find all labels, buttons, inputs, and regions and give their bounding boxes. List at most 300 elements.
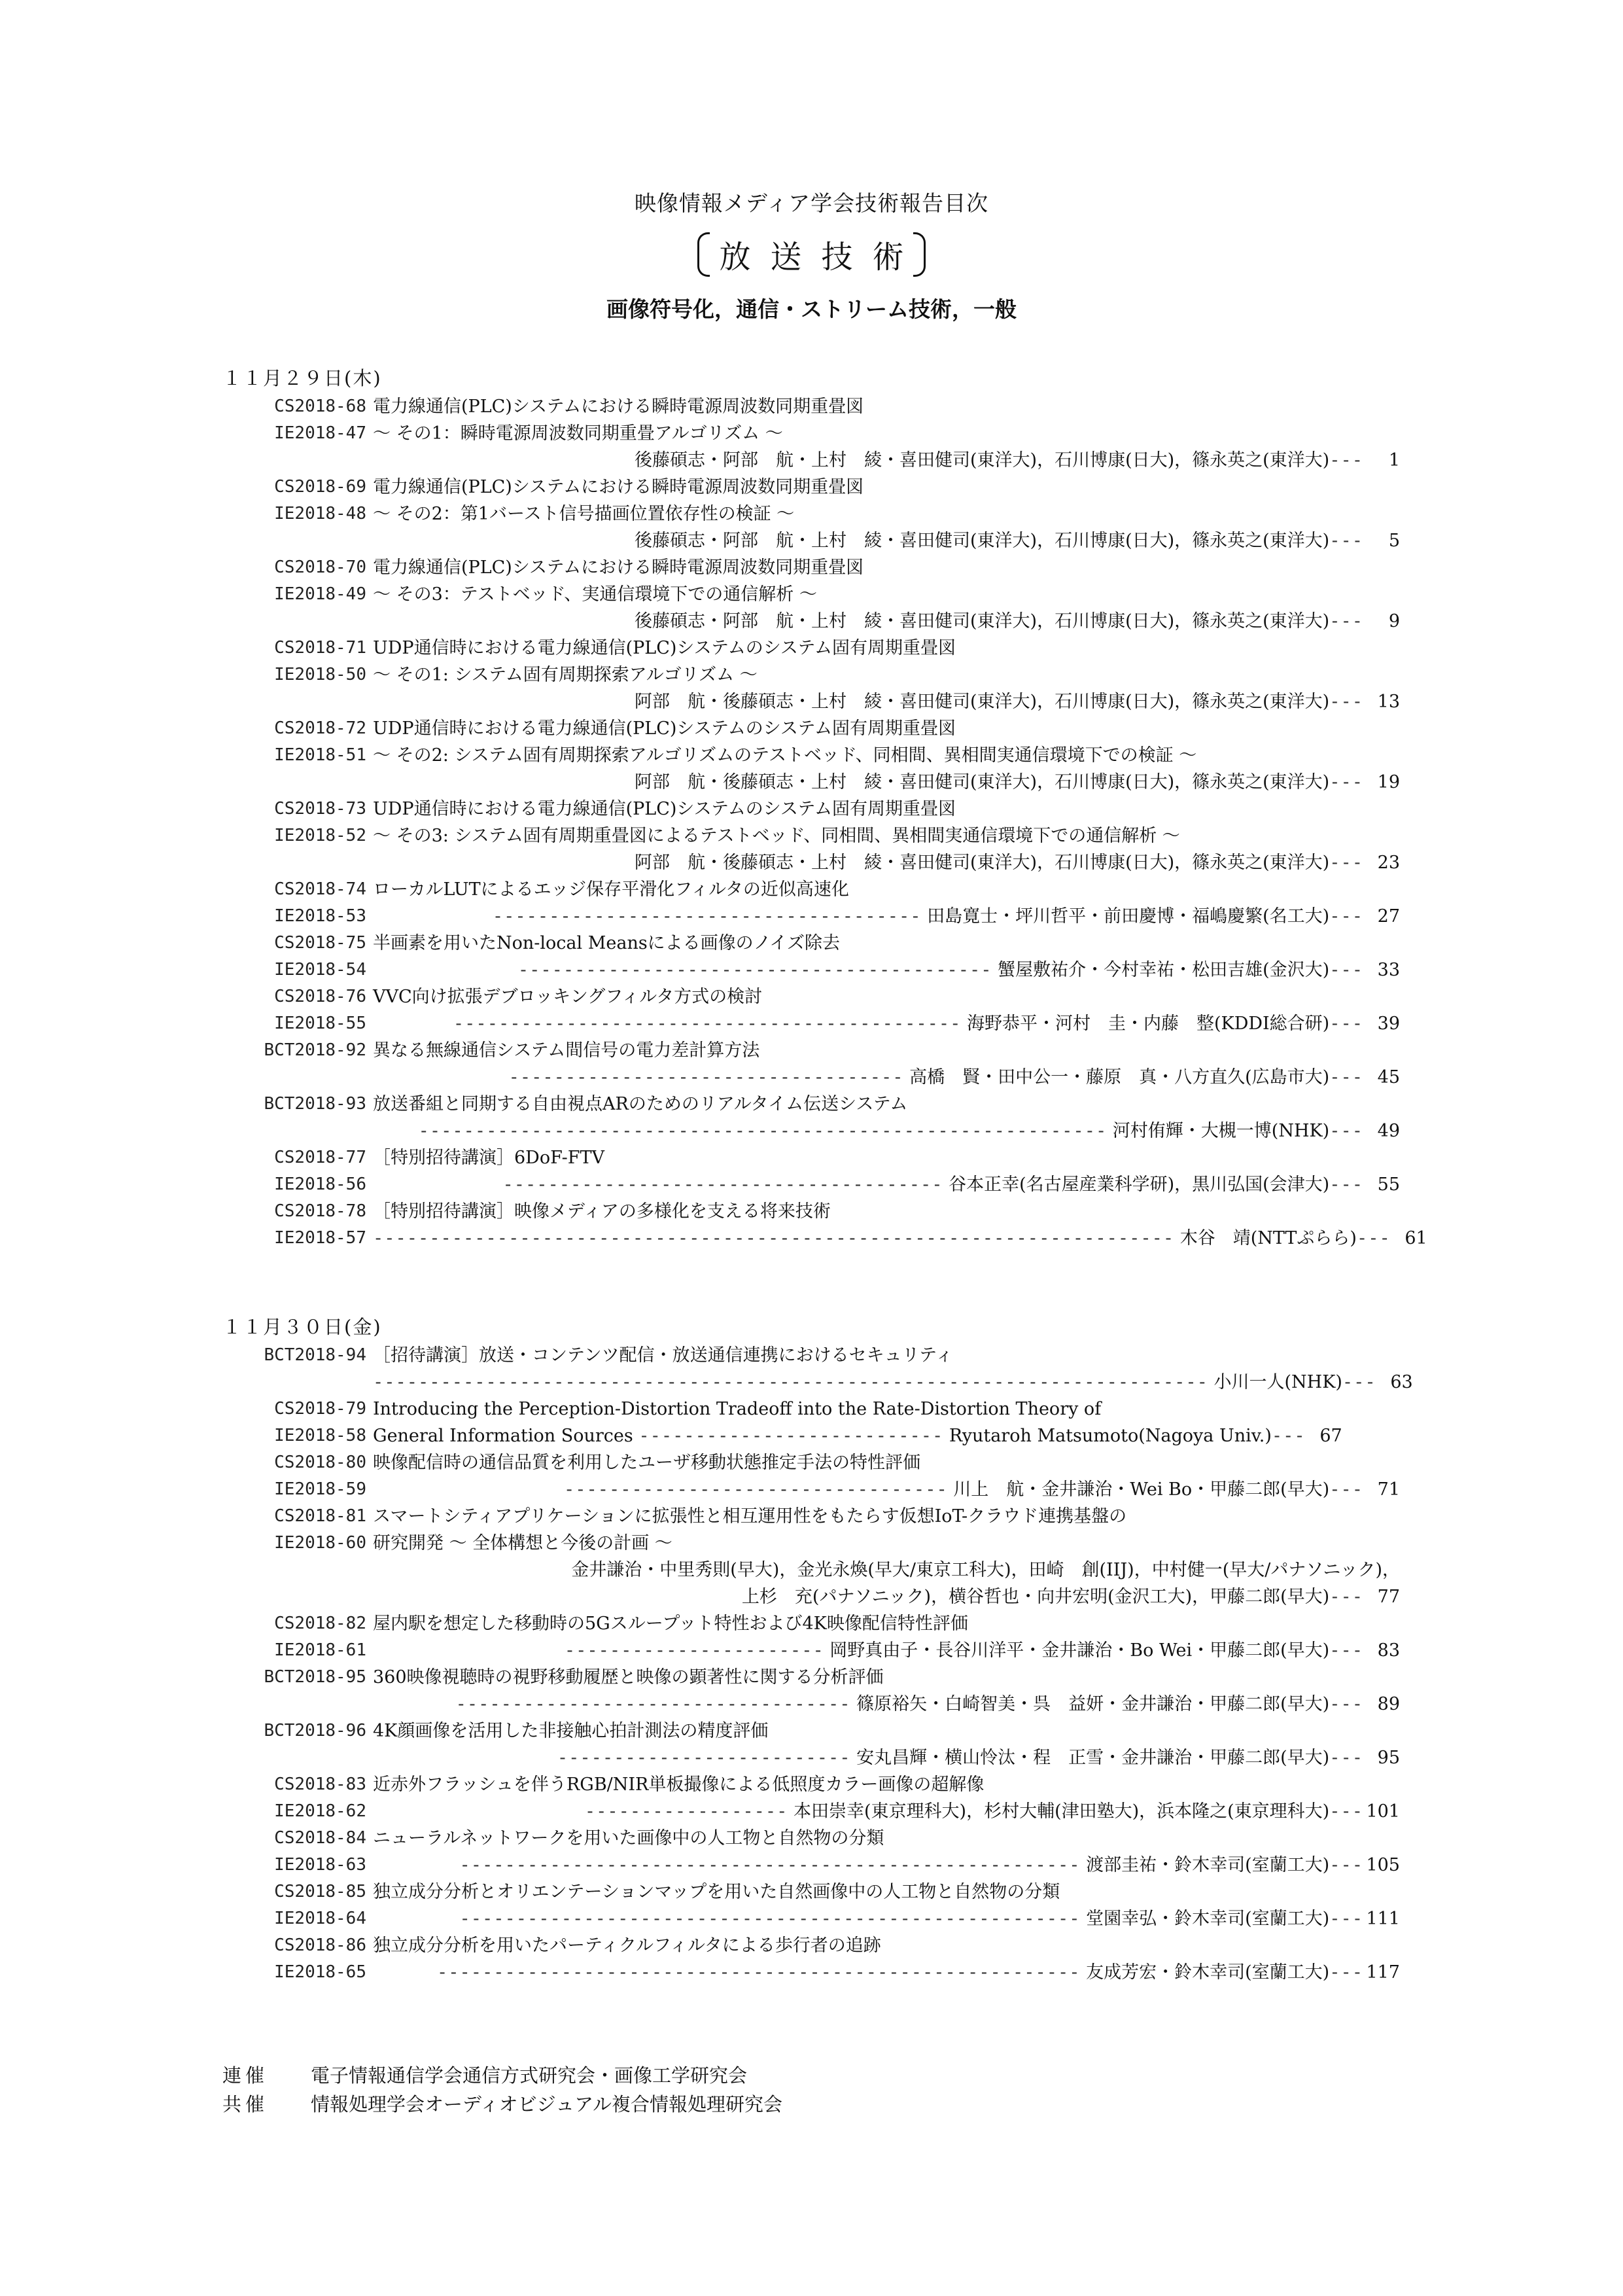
report-number: CS2018-72 <box>274 718 366 738</box>
report-number: IE2018-52 <box>274 826 366 845</box>
page-leader: --- <box>1329 772 1363 792</box>
paper-title: UDP通信時における電力線通信(PLC)システムのシステム固有周期重畳図 <box>373 799 956 819</box>
session-date: １１月３０日(金) <box>222 1316 382 1338</box>
authors: 渡部圭祐・鈴木幸司(室蘭工大) <box>1086 1855 1330 1875</box>
toc-line <box>222 1010 1400 1037</box>
paper-title: 電力線通信(PLC)システムにおける瞬時電源周波数同期重畳図 <box>373 477 864 497</box>
toc-line-content <box>373 876 1400 903</box>
toc-line-content <box>373 1064 1400 1091</box>
authors: 友成芳宏・鈴木幸司(室蘭工大) <box>1086 1962 1330 1983</box>
toc-line-content <box>373 1664 1400 1691</box>
toc-line <box>222 1476 1400 1503</box>
toc-line <box>222 527 1400 554</box>
report-number: CS2018-83 <box>274 1775 366 1794</box>
page-leader: --- <box>1329 1694 1363 1714</box>
paper-title: ニューラルネットワークを用いた画像中の人工物と自然物の分類 <box>373 1828 884 1848</box>
page-number: 33 <box>1377 960 1400 980</box>
session-date: １１月２９日(木) <box>222 367 382 389</box>
toc-line <box>222 876 1400 903</box>
report-number: CS2018-77 <box>274 1148 366 1167</box>
leader-dashes: ------------------------------------------------------- <box>459 1855 1081 1875</box>
paper-title: ～ その1：瞬時電源周波数同期重畳アルゴリズム ～ <box>373 423 783 444</box>
toc-line <box>222 420 1400 447</box>
leader-dashes: ---------------------------------- <box>564 1479 948 1500</box>
toc-line <box>222 1879 1400 1905</box>
toc-line <box>222 635 1400 662</box>
report-number: IE2018-47 <box>274 423 366 443</box>
paper-title: ～ その2：第1バースト信号描画位置依存性の検証 ～ <box>373 504 795 524</box>
leader-dashes: ----------------------------------- <box>455 1694 851 1714</box>
page-number: 117 <box>1366 1962 1400 1983</box>
toc-line <box>222 983 1400 1010</box>
toc-line-content <box>373 769 1400 796</box>
toc-line <box>222 608 1400 635</box>
toc-line <box>222 554 1400 581</box>
authors: 阿部 航・後藤碩志・上村 綾・喜田健司(東洋大)，石川博康(日大)，篠永英之(東洋大) <box>635 853 1330 873</box>
toc-line-content <box>373 1744 1400 1771</box>
report-number: IE2018-55 <box>274 1014 366 1033</box>
report-number: BCT2018-92 <box>264 1040 366 1060</box>
toc-entry <box>222 393 1400 474</box>
toc-line <box>222 1198 1400 1225</box>
toc-line <box>222 1557 1400 1583</box>
page-number: 77 <box>1377 1587 1400 1607</box>
toc-line-content <box>373 1476 1400 1503</box>
page-number: 19 <box>1377 772 1400 792</box>
report-number: IE2018-51 <box>274 745 366 765</box>
page-leader: --- <box>1329 1909 1363 1929</box>
toc-line <box>222 742 1400 769</box>
toc-line-content <box>373 1144 1400 1171</box>
page-leader: --- <box>1329 853 1363 873</box>
report-number: IE2018-65 <box>274 1962 366 1982</box>
authors: 木谷 靖(NTTぷらら) <box>1179 1228 1357 1248</box>
toc-line-content <box>373 474 1400 501</box>
authors: 後藤碩志・阿部 航・上村 綾・喜田健司(東洋大)，石川博康(日大)，篠永英之(東洋大) <box>635 611 1330 631</box>
topics-line: 画像符号化，通信・ストリーム技術，一般 <box>606 296 1017 322</box>
toc-line-content <box>373 1037 1400 1064</box>
toc-line <box>222 1771 1400 1798</box>
authors: 篠原裕矢・白崎智美・呉 益妍・金井謙治・甲藤二郎(早大) <box>856 1694 1330 1714</box>
page-leader: --- <box>1329 1587 1363 1607</box>
toc-line <box>222 1091 1400 1118</box>
report-number: IE2018-62 <box>274 1801 366 1821</box>
report-number: CS2018-76 <box>274 987 366 1006</box>
leader-dashes: -------------------------- <box>557 1748 851 1768</box>
report-number: IE2018-53 <box>274 906 366 926</box>
paper-title: ～ その3：テストベッド、実通信環境下での通信解析 ～ <box>373 584 817 605</box>
toc-line <box>222 930 1400 957</box>
right-bracket <box>913 232 926 277</box>
toc-line <box>222 1225 1427 1252</box>
toc-line <box>222 822 1400 849</box>
paper-title: UDP通信時における電力線通信(PLC)システムのシステム固有周期重畳図 <box>373 638 956 658</box>
authors: 田島寛士・坪川哲平・前田慶博・福嶋慶繁(名工大) <box>927 906 1330 927</box>
toc-line <box>222 501 1400 527</box>
toc-line <box>222 688 1400 715</box>
toc-line-content <box>373 715 1400 742</box>
leader-dashes: --------------------------------------- <box>502 1174 943 1195</box>
page-leader: --- <box>1329 1801 1363 1822</box>
toc-line <box>222 1144 1400 1171</box>
toc-line-content <box>373 1932 1400 1959</box>
toc-line <box>222 1852 1400 1879</box>
report-number: CS2018-82 <box>274 1614 366 1633</box>
page-leader: --- <box>1329 1855 1363 1875</box>
toc-line-content <box>373 393 1400 420</box>
toc-entry <box>222 1449 1400 1503</box>
toc-line <box>222 1744 1400 1771</box>
toc-line-content <box>373 1091 1400 1118</box>
authors: 河村侑輝・大槻一博(NHK) <box>1112 1121 1330 1141</box>
paper-title: 研究開発 ～ 全体構想と今後の計画 ～ <box>373 1533 672 1553</box>
toc-entry <box>222 1342 1413 1396</box>
report-number: CS2018-81 <box>274 1506 366 1526</box>
sponsor-role: 連催 <box>222 2064 269 2087</box>
toc-entry <box>222 983 1400 1037</box>
toc-line <box>222 1064 1400 1091</box>
toc-line-content <box>373 1583 1400 1610</box>
page-number: 55 <box>1377 1174 1400 1195</box>
toc-line <box>222 1118 1400 1144</box>
paper-title: 独立成分分析を用いたパーティクルフィルタによる歩行者の追跡 <box>373 1935 881 1956</box>
sponsor-name: 情報処理学会オーディオビジュアル複合情報処理研究会 <box>311 2093 782 2115</box>
toc-line <box>222 715 1400 742</box>
toc-line <box>222 1530 1400 1557</box>
toc-entry <box>222 1771 1400 1825</box>
paper-title: 4K顔画像を活用した非接触心拍計測法の精度評価 <box>373 1721 769 1741</box>
toc-line <box>222 1959 1400 1986</box>
page-number: 61 <box>1405 1228 1427 1248</box>
toc-line-content <box>373 1905 1400 1932</box>
authors: 堂園幸弘・鈴木幸司(室蘭工大) <box>1086 1909 1330 1929</box>
report-number: IE2018-49 <box>274 584 366 604</box>
toc-line-content <box>373 662 1400 688</box>
sponsor-line <box>222 2061 1400 2090</box>
toc-line-content <box>373 822 1400 849</box>
report-number: CS2018-86 <box>274 1935 366 1955</box>
report-number: IE2018-64 <box>274 1909 366 1928</box>
toc-line-content <box>373 554 1400 581</box>
toc-entry <box>222 1718 1400 1771</box>
paper-title: ～ その2: システム固有周期探索アルゴリズムのテストベッド、同相間、異相間実通信環境下での検証 ～ <box>373 745 1197 766</box>
toc-line <box>222 1422 1400 1449</box>
leader-dashes: ------------------------------------------------------------- <box>418 1121 1108 1141</box>
authors: 川上 航・金井謙治・Wei Bo・甲藤二郎(早大) <box>953 1479 1330 1500</box>
day-section-nov30 <box>222 1312 1413 1986</box>
toc-line-content <box>373 796 1400 822</box>
page-number: 9 <box>1388 611 1400 631</box>
report-number: CS2018-84 <box>274 1828 366 1848</box>
toc-line <box>222 1369 1413 1396</box>
authors: 本田崇幸(東京理科大)，杉村大輔(津田塾大)，浜本隆之(東京理科大) <box>794 1801 1330 1822</box>
page-leader: --- <box>1356 1228 1391 1248</box>
toc-line-content <box>373 1198 1400 1225</box>
toc-line-content <box>373 1557 1400 1583</box>
paper-title: ～ その3: システム固有周期重畳図によるテストベッド、同相間、異相間実通信環境下での通信解析 ～ <box>373 826 1180 846</box>
leader-dashes: ------------------------------------------ <box>517 960 992 980</box>
sponsor-name: 電子情報通信学会通信方式研究会・画像工学研究会 <box>311 2064 748 2087</box>
page-number: 105 <box>1366 1855 1400 1875</box>
paper-title: Introducing the Perception-Distortion Tradeoff into the Rate-Distortion Theory of <box>373 1399 1102 1419</box>
report-subtitle: 映像情報メディア学会技術報告目次 <box>634 190 989 216</box>
toc-line <box>222 447 1400 474</box>
toc-line-content <box>373 1771 1400 1798</box>
page-number: 83 <box>1377 1640 1400 1661</box>
toc-entry <box>222 1396 1400 1449</box>
toc-line <box>222 581 1400 608</box>
toc-line-content <box>373 1369 1413 1396</box>
toc-line <box>222 769 1400 796</box>
toc-line-content <box>373 742 1400 769</box>
toc-line <box>222 903 1400 930</box>
toc-line-content <box>373 849 1400 876</box>
report-number: CS2018-79 <box>274 1399 366 1419</box>
toc-entry <box>222 1503 1400 1610</box>
toc-line-content <box>373 420 1400 447</box>
series-heading <box>697 232 925 277</box>
toc-entry <box>222 1932 1400 1986</box>
toc-line-content <box>373 1825 1400 1852</box>
paper-title: 異なる無線通信システム間信号の電力差計算方法 <box>373 1040 760 1061</box>
page-leader: --- <box>1329 1748 1363 1768</box>
toc-line-content <box>373 1691 1400 1718</box>
sponsor-role: 共催 <box>222 2093 269 2115</box>
paper-title: 独立成分分析とオリエンテーションマップを用いた自然画像中の人工物と自然物の分類 <box>373 1882 1060 1902</box>
toc-line <box>222 1798 1400 1825</box>
page-number: 89 <box>1377 1694 1400 1714</box>
paper-title: 近赤外フラッシュを伴うRGB/NIR単板撮像による低照度カラー画像の超解像 <box>373 1775 985 1795</box>
toc-line-content <box>373 1530 1400 1557</box>
page-number: 95 <box>1377 1748 1400 1768</box>
page-leader: --- <box>1329 1067 1363 1087</box>
toc-line <box>222 1825 1400 1852</box>
toc-line <box>222 1610 1400 1637</box>
toc-line-content <box>373 688 1400 715</box>
page-number: 23 <box>1377 853 1400 873</box>
toc-entry <box>222 930 1400 983</box>
leader-dashes: ------------------------------------------------------- <box>459 1909 1081 1929</box>
paper-title: 映像配信時の通信品質を利用したユーザ移動状態推定手法の特性評価 <box>373 1453 920 1473</box>
toc-line-content <box>373 501 1400 527</box>
authors: 小川一人(NHK) <box>1213 1372 1342 1392</box>
authors: 上杉 充(パナソニック)，横谷哲也・向井宏明(金沢工大)，甲藤二郎(早大) <box>741 1587 1330 1607</box>
toc-line <box>222 1932 1400 1959</box>
authors: Ryutaroh Matsumoto(Nagoya Univ.) <box>949 1426 1272 1446</box>
paper-title: General Information Sources <box>373 1426 633 1446</box>
report-number: CS2018-80 <box>274 1453 366 1472</box>
authors: 蟹屋敷祐介・今村幸祐・松田吉雄(金沢大) <box>998 960 1330 980</box>
leader-dashes: ----------------------------------- <box>508 1067 904 1087</box>
authors: 岡野真由子・長谷川洋平・金井謙治・Bo Wei・甲藤二郎(早大) <box>829 1640 1330 1661</box>
toc-entry <box>222 1091 1400 1144</box>
authors: 阿部 航・後藤碩志・上村 綾・喜田健司(東洋大)，石川博康(日大)，篠永英之(東洋大) <box>635 772 1330 792</box>
toc-line-content <box>373 581 1400 608</box>
report-number: IE2018-58 <box>274 1426 366 1445</box>
paper-title: スマートシティアプリケーションに拡張性と相互運用性をもたらす仮想IoT-クラウド連携基盤の <box>373 1506 1127 1527</box>
page-number: 49 <box>1377 1121 1400 1141</box>
page-leader: --- <box>1329 1121 1363 1141</box>
toc-line-content <box>373 1342 1400 1369</box>
toc-line-content <box>373 1118 1400 1144</box>
toc-entry <box>222 1037 1400 1091</box>
paper-title: VVC向け拡張デブロッキングフィルタ方式の検討 <box>373 987 763 1007</box>
report-number: IE2018-59 <box>274 1479 366 1499</box>
report-number: BCT2018-96 <box>264 1721 366 1740</box>
authors: 金井謙治・中里秀則(早大)，金光永煥(早大/東京工科大)，田崎 創(IIJ)，中村健一(早大/パナソニック)， <box>571 1560 1400 1580</box>
toc-line <box>222 1691 1400 1718</box>
toc-line-content <box>373 1637 1400 1664</box>
toc-line-content <box>373 1010 1400 1037</box>
toc-line-content <box>373 1503 1400 1530</box>
page-number: 63 <box>1390 1372 1413 1392</box>
paper-title: 360映像視聴時の視野移動履歴と映像の顕著性に関する分析評価 <box>373 1667 884 1687</box>
report-number: IE2018-57 <box>274 1228 366 1248</box>
leader-dashes: -------------------------------------------------------------------------- <box>373 1372 1208 1392</box>
authors: 谷本正幸(名古屋産業科学研)，黒川弘国(会津大) <box>949 1174 1330 1195</box>
toc-line <box>222 1905 1400 1932</box>
page-leader: --- <box>1329 1640 1363 1661</box>
report-number: BCT2018-94 <box>264 1345 366 1365</box>
toc-line <box>222 1449 1400 1476</box>
page-number: 111 <box>1366 1909 1400 1929</box>
page-number: 71 <box>1377 1479 1400 1500</box>
toc-entry <box>222 1144 1400 1198</box>
toc-line-content <box>373 608 1400 635</box>
report-number: CS2018-75 <box>274 933 366 953</box>
toc-entry <box>222 1664 1400 1718</box>
leader-dashes: ------------------ <box>584 1801 788 1822</box>
series-title: 放送技術 <box>719 239 924 275</box>
toc-entry <box>222 474 1400 554</box>
authors: 安丸昌輝・横山怜汰・程 正雪・金井謙治・甲藤二郎(早大) <box>856 1748 1330 1768</box>
page-leader: --- <box>1329 692 1363 712</box>
toc-line <box>222 662 1400 688</box>
sponsors-block <box>222 2061 1400 2119</box>
page-leader: --- <box>1271 1426 1306 1446</box>
left-bracket <box>697 232 710 277</box>
toc-entry <box>222 635 1400 715</box>
toc-line-content <box>373 957 1400 983</box>
toc-line-content <box>373 1171 1400 1198</box>
toc-line-content <box>373 1449 1400 1476</box>
toc-line-content <box>373 1798 1400 1825</box>
toc-line-content <box>373 1959 1400 1986</box>
page-leader: --- <box>1329 1479 1363 1500</box>
toc-line <box>222 1637 1400 1664</box>
report-number: CS2018-73 <box>274 799 366 819</box>
report-number: CS2018-78 <box>274 1201 366 1221</box>
page-number: 5 <box>1388 531 1400 551</box>
page-number: 27 <box>1377 906 1400 927</box>
toc-line-content <box>373 1879 1400 1905</box>
page-number: 67 <box>1319 1426 1342 1446</box>
report-number: CS2018-74 <box>274 879 366 899</box>
paper-title: 屋内駅を想定した移動時の5Gスループット特性および4K映像配信特性評価 <box>373 1614 968 1634</box>
toc-line <box>222 1583 1400 1610</box>
paper-title: ［特別招待講演］6DoF-FTV <box>373 1148 604 1168</box>
toc-line-content <box>373 1225 1427 1252</box>
report-number: IE2018-54 <box>274 960 366 980</box>
paper-title: 電力線通信(PLC)システムにおける瞬時電源周波数同期重畳図 <box>373 557 864 578</box>
page-number: 39 <box>1377 1014 1400 1034</box>
paper-title: 電力線通信(PLC)システムにおける瞬時電源周波数同期重畳図 <box>373 397 864 417</box>
page-number: 101 <box>1366 1801 1400 1822</box>
page-number: 45 <box>1377 1067 1400 1087</box>
report-number: CS2018-71 <box>274 638 366 658</box>
toc-line <box>222 474 1400 501</box>
paper-title: ～ その1: システム固有周期探索アルゴリズム ～ <box>373 665 758 685</box>
leader-dashes: --------------------------------------------------------- <box>436 1962 1081 1983</box>
authors: 海野恭平・河村 圭・内藤 整(KDDI総合研) <box>967 1014 1330 1034</box>
toc-line-content <box>373 635 1400 662</box>
authors: 後藤碩志・阿部 航・上村 綾・喜田健司(東洋大)，石川博康(日大)，篠永英之(東洋大) <box>635 450 1330 470</box>
report-number: BCT2018-93 <box>264 1094 366 1114</box>
report-number: CS2018-85 <box>274 1882 366 1901</box>
toc-entry <box>222 1879 1400 1932</box>
toc-line <box>222 1171 1400 1198</box>
toc-line-content <box>373 983 1400 1010</box>
paper-title: ［特別招待講演］映像メディアの多様化を支える将来技術 <box>373 1201 831 1222</box>
toc-line <box>222 957 1400 983</box>
paper-title: ローカルLUTによるエッジ保存平滑化フィルタの近似高速化 <box>373 879 849 900</box>
page-leader: --- <box>1329 1174 1363 1195</box>
toc-line <box>222 796 1400 822</box>
authors: 阿部 航・後藤碩志・上村 綾・喜田健司(東洋大)，石川博康(日大)，篠永英之(東洋大) <box>635 692 1330 712</box>
leader-dashes: ----------------------- <box>564 1640 824 1661</box>
paper-title: 放送番組と同期する自由視点ARのためのリアルタイム伝送システム <box>373 1094 908 1114</box>
toc-line <box>222 1342 1400 1369</box>
report-number: IE2018-48 <box>274 504 366 523</box>
toc-line-content <box>373 1852 1400 1879</box>
report-header <box>0 186 1623 323</box>
page-leader: --- <box>1329 1014 1363 1034</box>
paper-title: UDP通信時における電力線通信(PLC)システムのシステム固有周期重畳図 <box>373 718 956 739</box>
toc-entry <box>222 554 1400 635</box>
toc-line <box>222 849 1400 876</box>
authors: 後藤碩志・阿部 航・上村 綾・喜田健司(東洋大)，石川博康(日大)，篠永英之(東洋大) <box>635 531 1330 551</box>
authors: 高橋 賢・田中公一・藤原 真・八方直久(広島市大) <box>909 1067 1330 1087</box>
page-number: 13 <box>1377 692 1400 712</box>
toc-entry <box>222 1610 1400 1664</box>
report-number: IE2018-63 <box>274 1855 366 1875</box>
toc-line <box>222 1503 1400 1530</box>
toc-entry <box>222 1198 1427 1252</box>
day-section-nov29 <box>222 363 1427 1252</box>
toc-line <box>222 1718 1400 1744</box>
toc-line-content <box>373 1396 1400 1422</box>
toc-line <box>222 1037 1400 1064</box>
leader-dashes: -------------------------------------- <box>492 906 922 927</box>
toc-line <box>222 1664 1400 1691</box>
page-leader: --- <box>1329 906 1363 927</box>
leader-dashes: --------------------------------------------- <box>453 1014 962 1034</box>
report-number: CS2018-68 <box>274 397 366 416</box>
report-number: IE2018-50 <box>274 665 366 684</box>
toc-line-content <box>373 447 1400 474</box>
report-number: IE2018-56 <box>274 1174 366 1194</box>
page-leader: --- <box>1329 531 1363 551</box>
page-leader: --- <box>1329 1962 1363 1983</box>
toc-line-content <box>373 1610 1400 1637</box>
toc-line-content <box>373 527 1400 554</box>
toc-entry <box>222 876 1400 930</box>
report-number: CS2018-69 <box>274 477 366 497</box>
page-number: 1 <box>1388 450 1400 470</box>
toc-line-content <box>373 1718 1400 1744</box>
sponsor-line <box>222 2090 1400 2119</box>
toc-entry <box>222 715 1400 796</box>
